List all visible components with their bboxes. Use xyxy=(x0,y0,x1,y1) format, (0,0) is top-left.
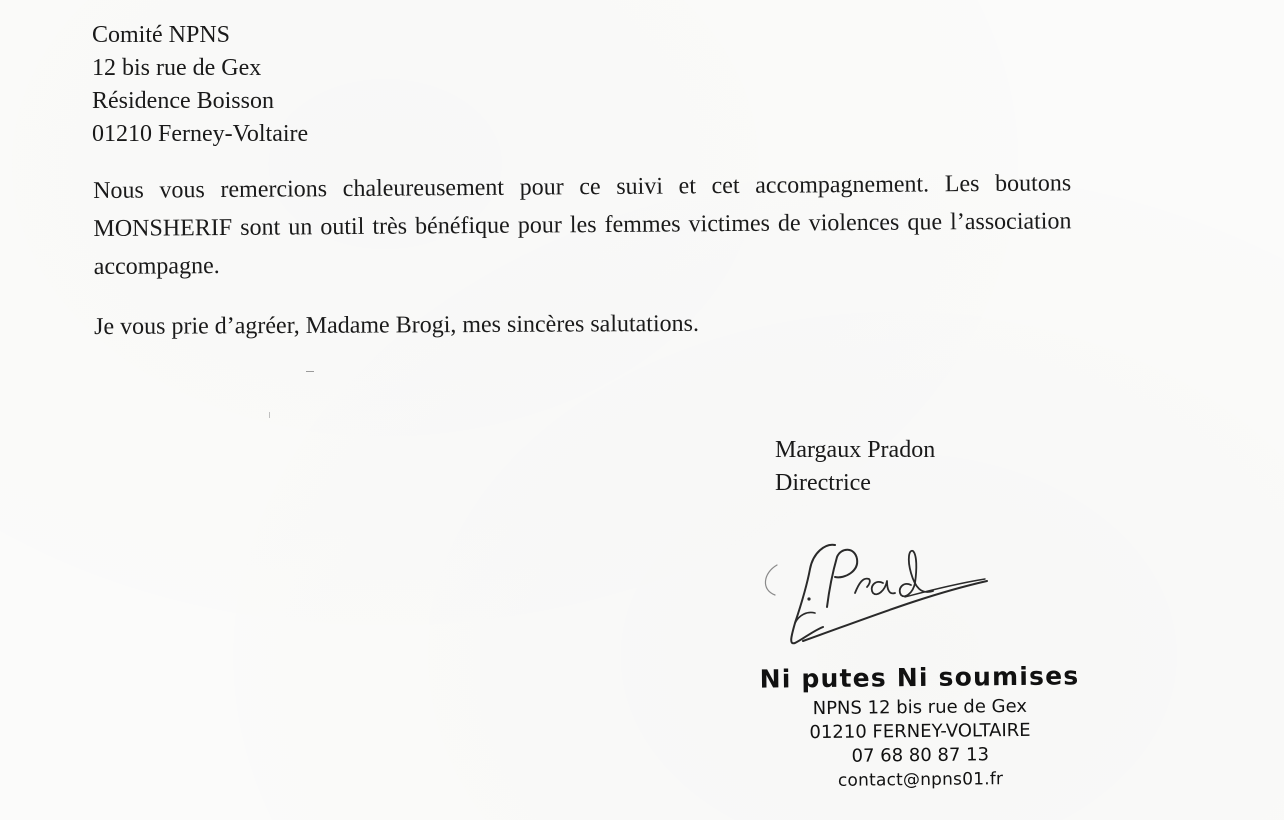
address-line-3: Résidence Boisson xyxy=(92,88,274,114)
signer-block xyxy=(775,434,935,500)
stamp-phone: 07 68 80 87 13 xyxy=(851,744,990,767)
scan-speck xyxy=(269,412,270,418)
closing-line: Je vous prie d’agréer, Madame Brogi, mes sincères salutations. xyxy=(94,310,700,340)
stamp-organization-name: Ni putes Ni soumises xyxy=(759,661,1080,694)
address-line-4: 01210 Ferney-Voltaire xyxy=(92,121,309,147)
address-line-2: 12 bis rue de Gex xyxy=(92,55,262,81)
stamp-email: contact@npns01.fr xyxy=(837,769,1004,791)
handwritten-signature-icon xyxy=(755,535,995,655)
organization-stamp xyxy=(734,658,1105,794)
stamp-city-line: 01210 FERNEY-VOLTAIRE xyxy=(809,719,1031,744)
address-line-1: Comité NPNS xyxy=(92,22,231,48)
stamp-address-line: NPNS 12 bis rue de Gex xyxy=(812,695,1028,720)
signer-name: Margaux Pradon xyxy=(775,437,936,463)
recipient-address xyxy=(92,19,308,151)
scan-speck xyxy=(306,371,314,372)
body-paragraph: Nous vous remercions chaleureusement pour ce suivi et cet accompagnement. Les boutons MONSHERIF sont un outil très bénéfique pour les femmes victimes de violences que l’association accompagne. xyxy=(93,170,1072,280)
signer-title: Directrice xyxy=(775,470,871,496)
